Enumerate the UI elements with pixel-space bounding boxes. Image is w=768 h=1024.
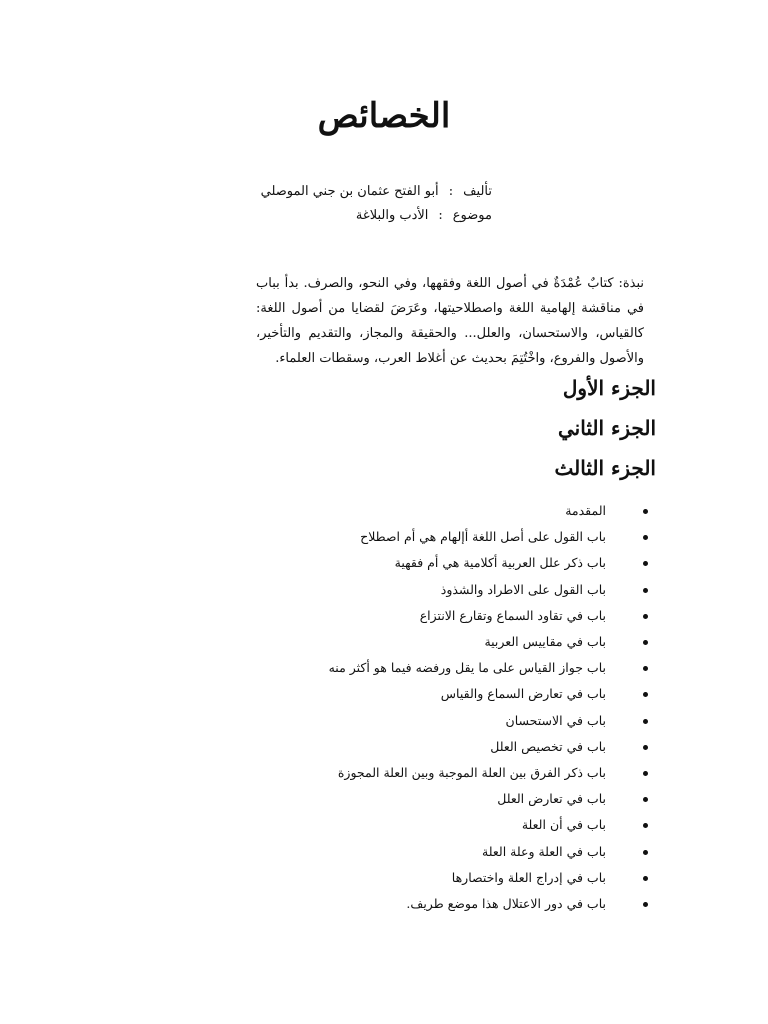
volume-link-1[interactable]: الجزء الأول xyxy=(562,376,656,400)
book-meta xyxy=(261,180,492,228)
toc-item[interactable]: باب القول على الاطراد والشذوذ xyxy=(329,577,652,603)
toc-item[interactable]: باب في مقاييس العربية xyxy=(329,629,652,655)
volume-link-3[interactable]: الجزء الثالث xyxy=(554,456,656,480)
toc-item[interactable]: باب جواز القياس على ما يقل ورفضه فيما هو أكثر منه xyxy=(329,655,652,681)
toc-item[interactable]: باب في دور الاعتلال هذا موضع طريف. xyxy=(329,891,652,917)
author-label: تأليف xyxy=(463,184,492,199)
subject-value: الأدب والبلاغة xyxy=(355,208,429,223)
author-row xyxy=(261,180,492,204)
toc-item[interactable]: باب في تخصيص العلل xyxy=(329,734,652,760)
toc-item[interactable]: باب في تعارض السماع والقياس xyxy=(329,681,652,707)
toc-item[interactable]: باب في تقاود السماع وتقارع الانتزاع xyxy=(329,603,652,629)
toc-item[interactable]: المقدمة xyxy=(329,498,652,524)
toc-item[interactable]: باب القول على أصل اللغة أإلهام هي أم اصطلاح xyxy=(329,524,652,550)
table-of-contents xyxy=(329,498,652,917)
subject-row xyxy=(261,204,492,228)
toc-item[interactable]: باب ذكر الفرق بين العلة الموجبة وبين العلة المجوزة xyxy=(329,760,652,786)
toc-item[interactable]: باب ذكر علل العربية أكلامية هي أم فقهية xyxy=(329,550,652,576)
toc-item[interactable]: باب في الاستحسان xyxy=(329,708,652,734)
page-title: الخصائص xyxy=(317,96,451,136)
toc-item[interactable]: باب في أن العلة xyxy=(329,812,652,838)
author-separator: : xyxy=(448,184,454,199)
volume-list xyxy=(555,368,656,488)
subject-label: موضوع xyxy=(452,208,492,223)
book-description: نبذة: كتابٌ عُمْدَةٌ في أصول اللغة وفقهها، وفي النحو، والصرف. بدأ بباب في مناقشة إلهامية اللغة واصطلاحيتها، وعَرَضَ لقضايا من أصول اللغة: كالقياس، والاستحسان، والعلل... والحقيقة والمجاز، والتقديم والتأخير، والأصول والفروع، واخْتُتِمَ بحديث عن أغلاط العرب، وسقطات العلماء. xyxy=(256,276,644,366)
author-value: أبو الفتح عثمان بن جني الموصلي xyxy=(260,184,439,199)
toc-item[interactable]: باب في تعارض العلل xyxy=(329,786,652,812)
toc-item[interactable]: باب في إدراج العلة واختصارها xyxy=(329,865,652,891)
toc-item[interactable]: باب في العلة وعلة العلة xyxy=(329,839,652,865)
volume-link-2[interactable]: الجزء الثاني xyxy=(558,416,656,440)
subject-separator: : xyxy=(438,208,443,223)
